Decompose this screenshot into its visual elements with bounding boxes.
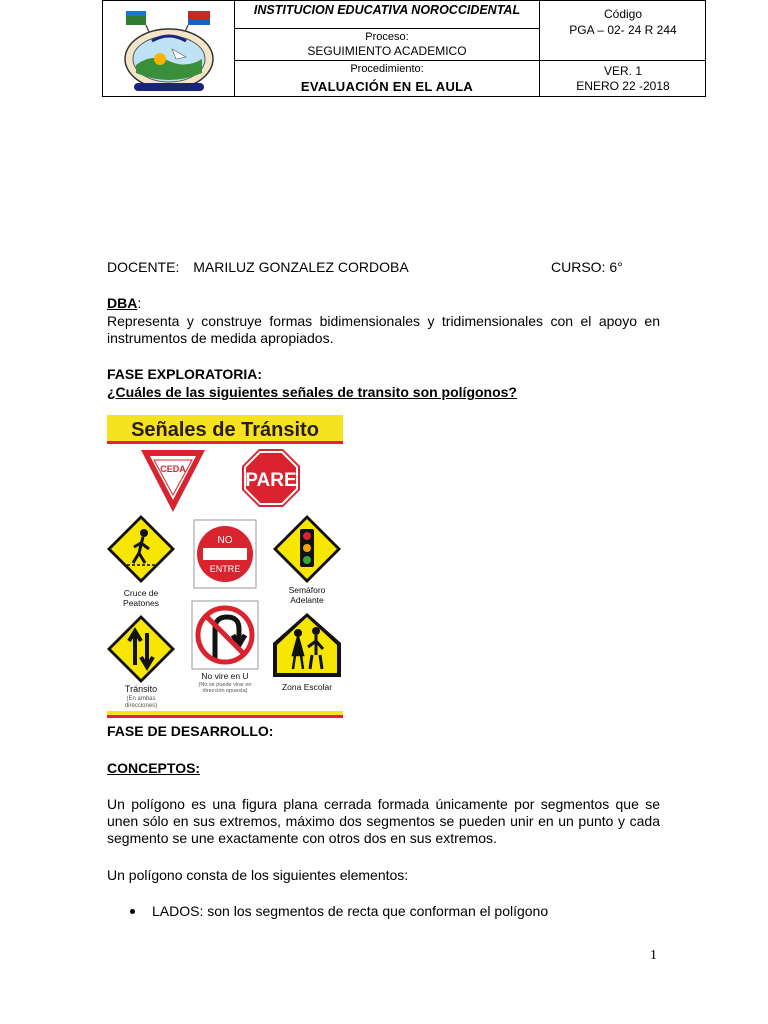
teacher-name: MARILUZ GONZALEZ CORDOBA [193,259,409,275]
procedure-value: EVALUACIÓN EN EL AULA [300,79,474,94]
procedure-label: Procedimiento: [350,63,424,75]
logo-cell [103,1,235,97]
two-way-sub-1: (En ambas [126,696,156,702]
signs-title: Señales de Tránsito [131,419,319,441]
document-header-table [102,0,706,97]
do-not-enter-label-2: ENTRE [209,564,241,574]
polygon-elements-intro: Un polígono consta de los siguientes elementos: [107,867,409,883]
version: VER. 1 [603,64,642,78]
teacher-label: DOCENTE: [107,259,180,275]
traffic-light-sign [273,515,341,605]
code-cell [540,1,706,61]
process-value: SEGUIMIENTO ACADEMICO [307,44,467,58]
two-way-sub-2: direcciones) [124,703,158,709]
pedestrian-label-1: Cruce de [123,588,159,598]
concepts-title: CONCEPTOS: [107,760,201,776]
no-u-turn-sub-2: dirección opuesta) [202,688,248,694]
pedestrian-label-2: Peatones [123,598,159,608]
dba-text: Representa y construye formas bidimensionales y tridimensionales con el apoyo en instrumentos de medida apropiados. [107,313,660,346]
stop-label: PARE [245,470,297,491]
stop-sign [242,449,300,507]
process-cell [235,29,540,61]
school-zone-sign [273,613,341,692]
school-crest-logo [104,1,234,97]
traffic-signs-image [107,415,343,722]
institution-cell [235,1,540,29]
version-cell [540,61,706,97]
institution-name: INSTITUCION EDUCATIVA NOROCCIDENTAL [253,3,521,17]
do-not-enter-sign [194,520,256,588]
pedestrian-crossing-sign [107,515,175,608]
two-way-traffic-sign [107,615,175,709]
traffic-light-label-2: Adelante [290,595,324,605]
procedure-cell [235,61,540,97]
exploratory-title: FASE EXPLORATORIA: [107,366,263,382]
code-value: PGA – 02- 24 R 244 [569,23,677,37]
code-label: Código [603,7,643,21]
two-way-label: Tránsito [124,684,158,694]
school-zone-label: Zona Escolar [281,682,333,692]
no-u-turn-sign [192,601,258,694]
no-u-turn-label: No vire en U [201,671,249,681]
polygon-definition: Un polígono es una figura plana cerrada formada únicamente por segmentos que se unen sólo en sus extremos, máximo dos segmentos se pueden unir en un punto y cada segmento se une exactamente con otros dos en sus extremos. [107,796,660,846]
bullet-dot [130,909,135,914]
development-title: FASE DE DESARROLLO: [107,723,274,739]
exploratory-question: ¿Cuáles de las siguientes señales de transito son polígonos? [107,384,517,400]
bullet-text: LADOS: son los segmentos de recta que conforman el polígono [152,903,549,919]
no-u-turn-sub-1: (No se puede virar en [198,682,252,688]
course-label: CURSO: 6° [551,259,623,275]
do-not-enter-label-1: NO [217,535,233,546]
version-date: ENERO 22 -2018 [576,79,670,93]
dba-title: DBA [107,295,138,311]
dba-heading [107,295,660,312]
process-label: Proceso: [365,31,409,43]
dba-colon: : [137,295,142,311]
yield-label: CEDA [160,464,186,474]
teacher-line [107,259,667,276]
yield-sign [141,450,205,512]
traffic-light-label-1: Semáforo [288,585,326,595]
page-number: 1 [650,948,657,963]
